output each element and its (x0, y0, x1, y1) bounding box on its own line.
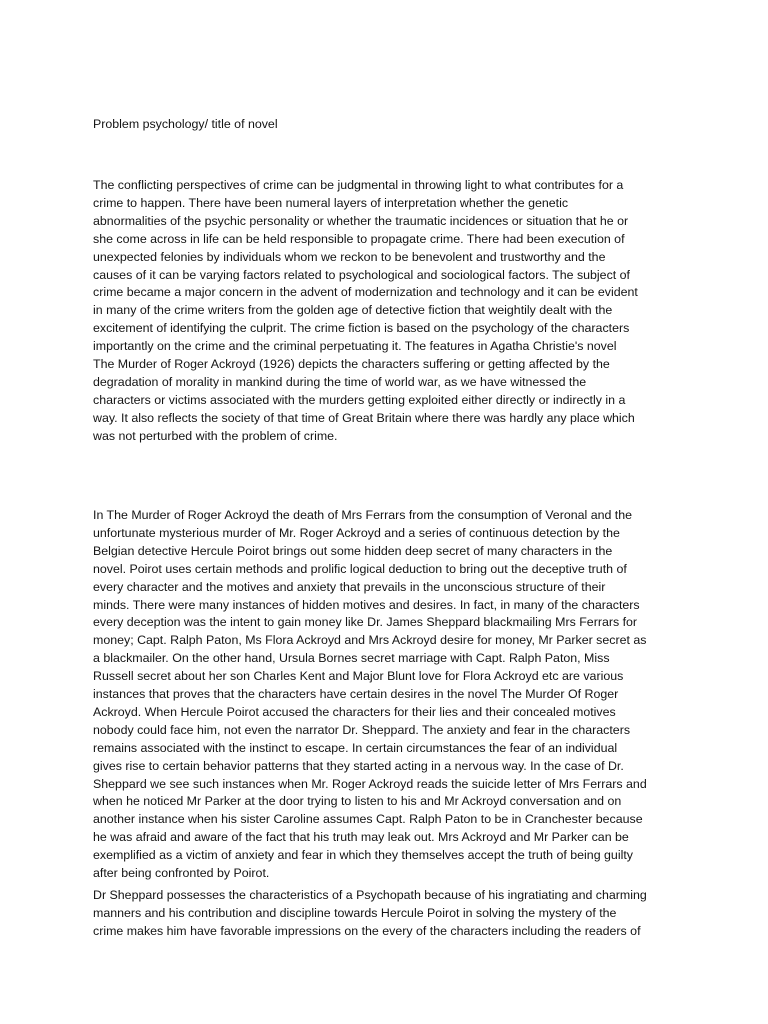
paragraph-2-line: nobody could face him, not even the narrator Dr. Sheppard. The anxiety and fear in the characters (93, 722, 631, 737)
paragraph-1-line: characters or victims associated with the murders getting exploited either directly or indirectly in a (93, 392, 626, 407)
paragraph-2-line: he was afraid and aware of the fact that his truth may leak out. Mrs Ackroyd and Mr Parker can be (93, 830, 629, 845)
paragraph-1-line: was not perturbed with the problem of crime. (93, 428, 338, 443)
paragraph-1-line: she come across in life can be held responsible to propagate crime. There had been execution of (93, 231, 625, 246)
paragraph-1-line: causes of it can be varying factors related to psychological and sociological factors. The subject of (93, 267, 630, 282)
paragraph-2-line: Russell secret about her son Charles Kent and Major Blunt love for Flora Ackroyd etc are various (93, 669, 624, 684)
paragraph-2-line: Belgian detective Hercule Poirot brings out some hidden deep secret of many characters in the (93, 543, 613, 558)
paragraph-2-line: money; Capt. Ralph Paton, Ms Flora Ackroyd and Mrs Ackroyd desire for money, Mr Parker secret as (93, 633, 647, 648)
paragraph-2-line: gives rise to certain behavior patterns that they started acting in a nervous way. In the case of Dr. (93, 758, 624, 773)
paragraph-1-line: importantly on the crime and the criminal perpetuating it. The features in Agatha Christie's novel (93, 339, 617, 354)
paragraph-3-line: crime makes him have favorable impressions on the every of the characters including the readers of (93, 923, 641, 938)
paragraph-3-line: manners and his contribution and discipline towards Hercule Poirot in solving the mystery of the (93, 905, 617, 920)
paragraph-1-line: in many of the crime writers from the golden age of detective fiction that weightily dealt with the (93, 303, 613, 318)
paragraph-1-line: way. It also reflects the society of that time of Great Britain where there was hardly any place which (93, 410, 635, 425)
paragraph-2-line: another instance when his sister Caroline assumes Capt. Ralph Paton to be in Cranchester because (93, 812, 643, 827)
paragraph-2-line: remains associated with the instinct to escape. In certain circumstances the fear of an individual (93, 740, 618, 755)
paragraph-2-line: every deception was the intent to gain money like Dr. James Sheppard blackmailing Mrs Ferrars for (93, 615, 638, 630)
paragraph-2-line: after being confronted by Poirot. (93, 866, 270, 880)
paragraph-2-line: Sheppard we see such instances when Mr. Roger Ackroyd reads the suicide letter of Mrs Ferrars and (93, 776, 647, 791)
paragraph-1-line: The conflicting perspectives of crime can be judgmental in throwing light to what contributes for a (93, 178, 624, 192)
paragraph-1-line: The Murder of Roger Ackroyd (1926) depicts the characters suffering or getting affected by the (93, 357, 610, 371)
paragraph-2-line: In The Murder of Roger Ackroyd the death of Mrs Ferrars from the consumption of Veronal and the (93, 508, 633, 522)
paragraph-2-line: every character and the motives and anxiety that prevails in the unconscious structure of their (93, 579, 606, 594)
paragraph-1-line: unexpected felonies by individuals whom we reckon to be benevolent and trustworthy and the (93, 249, 606, 264)
paragraph-2-line: unfortunate mysterious murder of Mr. Roger Ackroyd and a series of continuous detection by the (93, 525, 620, 540)
document-title: Problem psychology/ title of novel (93, 117, 278, 131)
paragraph-1-line: degradation of morality in mankind during the time of world war, as we have witnessed the (93, 374, 587, 389)
paragraph-1-line: excitement of identifying the culprit. The crime fiction is based on the psychology of the characters (93, 321, 630, 336)
paragraph-1-line: crime became a major concern in the advent of modernization and technology and it can be evident (93, 285, 638, 300)
paragraph-2-line: novel. Poirot uses certain methods and prolific logical deduction to bring out the deceptive truth of (93, 561, 627, 576)
paragraph-2-line: Ackroyd. When Hercule Poirot accused the characters for their lies and their concealed motives (93, 704, 616, 719)
paragraph-2-line: exemplified as a victim of anxiety and fear in which they themselves accept the truth of being guilty (93, 848, 633, 863)
paragraph-3-line: Dr Sheppard possesses the characteristics of a Psychopath because of his ingratiating and charming (93, 888, 647, 902)
paragraph-2-line: when he noticed Mr Parker at the door trying to listen to his and Mr Ackroyd conversation and on (93, 794, 622, 809)
paragraph-2-line: minds. There were many instances of hidden motives and desires. In fact, in many of the characters (93, 597, 640, 612)
paragraph-2-line: a blackmailer. On the other hand, Ursula Bornes secret marriage with Capt. Ralph Paton, Miss (93, 651, 610, 666)
paragraph-2-line: instances that proves that the characters have certain desires in the novel The Murder Of Roger (93, 687, 619, 701)
paragraph-1-line: abnormalities of the psychic personality or whether the traumatic incidences or situation that he or (93, 213, 629, 228)
paragraph-1-line: crime to happen. There have been numeral layers of interpretation whether the genetic (93, 195, 569, 210)
